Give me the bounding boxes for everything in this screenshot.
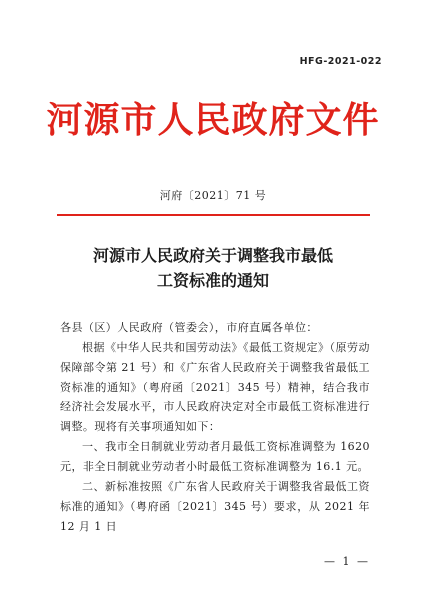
- paragraph-1: 根据《中华人民共和国劳动法》《最低工资规定》（原劳动保障部令第 21 号）和《广东省人民政府关于调整我省最低工资标准的通知》（粤府函〔2021〕345 号）精神，结合我市经济社会发展水平，市人民政府决定对全市最低工资标准进行调整。现将有关事项通知如下：: [60, 341, 370, 434]
- red-divider: [57, 214, 370, 216]
- page-number: — 1 —: [324, 555, 370, 568]
- document-code: HFG-2021-022: [299, 56, 382, 67]
- issuer-header: 河源市人民政府文件: [46, 99, 380, 141]
- title-line-2: 工资标准的通知: [156, 271, 269, 290]
- title-line-1: 河源市人民政府关于调整我市最低: [92, 246, 333, 265]
- salutation: 各县（区）人民政府（管委会），市府直属各单位：: [60, 321, 318, 334]
- document-number: 河府〔2021〕71 号: [159, 189, 267, 202]
- paragraph-3: 二、新标准按照《广东省人民政府关于调整我省最低工资标准的通知》（粤府函〔2021〕345 号）要求，从 2021 年 12 月 1 日: [60, 480, 370, 533]
- paragraph-2: 一、我市全日制就业劳动者月最低工资标准调整为 1620 元，非全日制就业劳动者小时最低工资标准调整为 16.1 元。: [60, 440, 370, 473]
- document-title: [0, 243, 426, 293]
